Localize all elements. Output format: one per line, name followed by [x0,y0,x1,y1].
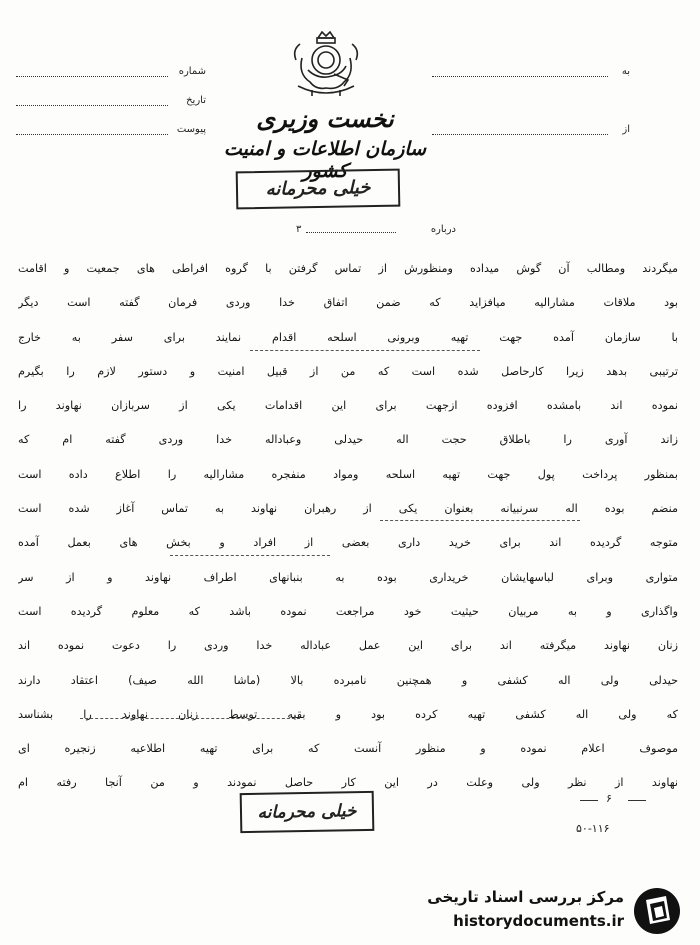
date-label: تاریخ [186,95,206,106]
ministry-title: نخست وزیری [256,104,394,133]
from-field-line [432,134,608,135]
lion-and-sun-crown-emblem-icon [288,30,364,102]
body-line-7: بمنظور پرداخت پول جهت تهیه اسلحه ومواد منفجره مشارالیه را اطلاع داده است [18,467,678,481]
to-label: به [621,66,630,77]
underline-mark [170,555,330,556]
archive-website: historydocuments.ir [453,912,624,930]
subject-label: درباره [430,224,456,235]
body-line-5: نموده اند بامشده افزوده ازجهت برای این اقدامات یکی از سربازان نهاوند را [18,399,678,413]
body-line-13: حیدلی ولی اله کشفی و همچنین نامبرده بالا (ماشا الله صیف) اعتقاد دارند [18,673,678,687]
body-line-14: که ولی اله کشفی تهیه کرده بود و بقیه توسط زنان نهاوند را بشناسد [18,707,678,721]
body-line-11: واگذاری و به مربیان حیثیت خود مراجعت نموده باشد که معلوم گردیده است [18,604,678,618]
page-dash-right [628,800,646,801]
body-line-16: نهاوند از نظر ولی وعلت در این کار حاصل نمودند و من آنجا رفته ام [18,776,678,790]
attachment-label: پیوست [176,124,206,135]
body-line-9: متوجه گردیده اند برای خرید داری بعضی از افراد و بخش های بعمل آمده [18,536,678,550]
classification-stamp: خیلی محرمانه [236,169,401,210]
underline-mark [250,350,480,351]
body-line-4: ترتیبی بدهد زیرا کارحاصل شده است که من از قبیل امنیت و دستور لازم را بگیرم [18,364,678,378]
document-center-logo-icon [632,886,682,936]
attachment-field-line [16,134,168,135]
page-number: ۶ [606,792,612,805]
reference-code: ۵۰-۱۱۶ [576,822,610,835]
subject-field-line [306,232,396,233]
body-line-6: زاند آوری را باطلاق حجت اله حیدلی وعباداله خدا وردی گفته ام که [18,433,678,447]
body-line-12: زنان نهاوند میگرفته اند برای این عمل عباداله خدا وردی را دعوت نموده اند [18,639,678,653]
from-label: از [622,124,630,135]
body-line-1: میگردند ومطالب آن گوش میداده ومنظورش از تماس گرفتن با گروه افراطی های جمعیت و اقامت [18,262,678,275]
date-field-line [16,105,168,106]
subject-number: ۳ [296,224,302,235]
body-line-2: بود ملاقات مشارالیه میافزاید که ضمن اتفاق خدا وردی فرمان گفته است دیگر [18,296,678,310]
number-label: شماره [178,66,206,77]
body-line-15: موصوف اعلام نموده و منظور آنست که برای تهیه اطلاعیه زنجیره ای [18,742,678,756]
body-line-8: منضم بوده اله سرنبیانه بعنوان یکی از رهبران نهاوند به تماس آغاز شده است [18,502,678,516]
organization-title: سازمان اطلاعات و امنیت کشور [223,138,427,182]
underline-mark [380,520,580,521]
body-line-3: با سازمان آمده جهت تهیه وبرونی اسلحه اقدام نمایند برای سفر به خارج [18,330,678,344]
classification-stamp-bottom: خیلی محرمانه [240,791,375,833]
body-line-10: متواری وبرای لباسهایشان خریداری بوده به بنبانهای اطراف نهاوند و از سر [18,570,678,584]
underline-mark [80,718,300,719]
to-field-line [432,76,608,77]
archive-center-title: مرکز بررسی اسناد تاریخی [427,888,624,906]
number-field-line [16,76,168,77]
page-dash-left [580,800,598,801]
